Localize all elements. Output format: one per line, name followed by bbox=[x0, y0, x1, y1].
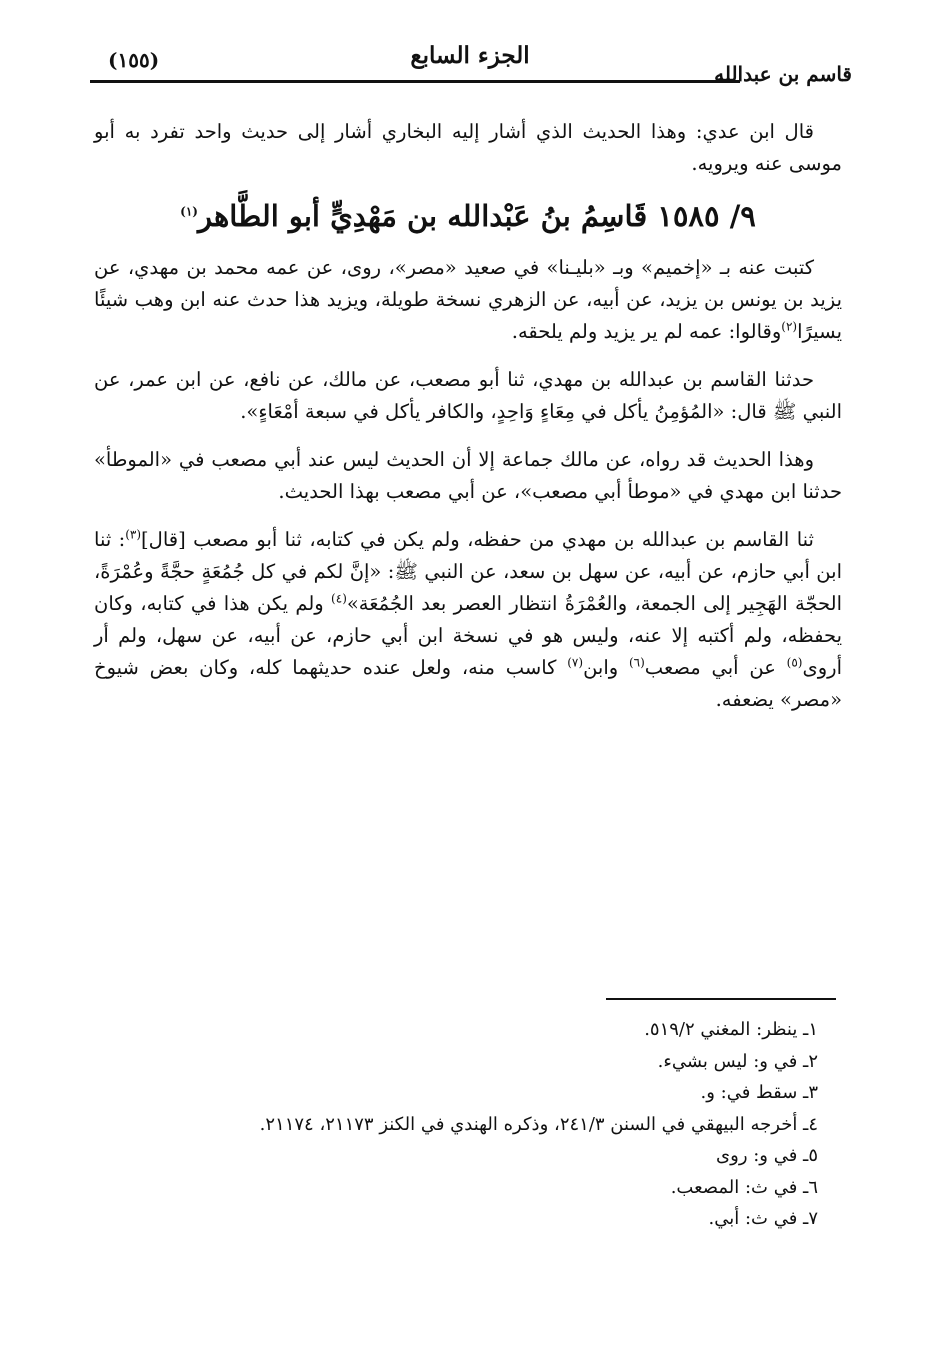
footnotes bbox=[94, 1014, 834, 1235]
footnote-ref-5: (٥) bbox=[786, 655, 803, 670]
footnote-separator bbox=[606, 998, 836, 1000]
running-title: قاسم بن عبدالله bbox=[714, 62, 852, 86]
paragraph-biography bbox=[94, 252, 842, 348]
footnote-ref-4: (٤) bbox=[331, 591, 347, 606]
footnote-7: ٧ـ في ث: أبي. bbox=[708, 1208, 818, 1229]
paragraph-jumua-part4: عن أبي مصعب bbox=[644, 656, 787, 679]
paragraph-jumua-part1: ثنا القاسم بن عبدالله بن مهدي من حفظه، ولم يكن في كتابه، ثنا أبو مصعب [قال] bbox=[141, 528, 814, 551]
paragraph-muwatta: وهذا الحديث قد رواه، عن مالك جماعة إلا أن الحديث ليس عند أبي مصعب في «الموطأ» حدثنا ابن مهدي في «موطأ أبي مصعب»، عن أبي مصعب بهذا الحديث. bbox=[94, 448, 842, 503]
page-number: (١٥٥) bbox=[108, 48, 160, 72]
footnote-ref-7: (٧) bbox=[567, 655, 584, 670]
paragraph-biography-part1: كتبت عنه بـ «إخميم» وبـ «بليـنا» في صعيد «مصر»، روى، عن عمه محمد بن مهدي، عن يزيد بن يونس بن يزيد، عن أبيه، عن الزهري نسخة طويلة، ويزيد هذا حدث عنه ابن وهب شيئًا يسيرًا bbox=[94, 256, 842, 343]
main-text bbox=[94, 116, 842, 732]
footnote-ref-3: (٣) bbox=[125, 527, 142, 542]
paragraph-ibn-adi: قال ابن عدي: وهذا الحديث الذي أشار إليه البخاري أشار إلى حديث واحد تفرد به أبو موسى عنه ويرويه. bbox=[94, 120, 842, 175]
paragraph-jumua-part3: ولم يكن هذا في كتابه، وكان يحفظه، ولم أكتبه إلا عنه، وليس هو في نسخة ابن أبي حازم، عن أبيه، عن سهل، ولم أر أروى bbox=[94, 592, 842, 679]
paragraph-jumua-part2: : ثنا ابن أبي حازم، عن أبيه، عن سهل بن سعد، عن النبي ﷺ: «إنَّ لكم في كل جُمُعَةٍ حجَّةً وعُمْرَةً، الحجّة الهَجِير إلى الجمعة، والعُمْرَةُ انتظار العصر بعد الجُمُعَة» bbox=[94, 528, 842, 615]
footnote-1: ١ـ ينظر: المغني ٥١٩/٢. bbox=[644, 1019, 818, 1040]
footnote-3: ٣ـ سقط في: و. bbox=[700, 1082, 818, 1103]
footnote-6: ٦ـ في ث: المصعب. bbox=[670, 1176, 818, 1198]
header-rule bbox=[90, 80, 740, 83]
footnote-4: ٤ـ أخرجه البيهقي في السنن ٢٤١/٣، وذكره الهندي في الكنز ٢١١٧٣، ٢١١٧٤. bbox=[259, 1113, 818, 1135]
part-title: الجزء السابع bbox=[410, 42, 530, 69]
footnote-ref-1: (١) bbox=[180, 204, 198, 219]
paragraph-jumua-part5: وابن bbox=[583, 656, 629, 679]
paragraph-biography-part2: وقالوا: عمه لم ير يزيد ولم يلحقه. bbox=[511, 320, 782, 343]
footnote-2: ٢ـ في و: ليس بشيء. bbox=[657, 1050, 818, 1072]
paragraph-jumua-part6: كاسب منه، ولعل عنده حديثهما كله، وكان بعض شيوخ «مصر» يضعفه. bbox=[94, 656, 842, 711]
footnote-ref-6: (٦) bbox=[628, 655, 645, 670]
footnote-5: ٥ـ في و: روى bbox=[716, 1145, 818, 1166]
entry-heading-text: ٩/ ١٥٨٥ قَاسِمُ بنُ عَبْدالله بن مَهْدِيٍّ أبو الطَّاهر bbox=[197, 199, 756, 233]
page-header bbox=[90, 40, 852, 90]
paragraph-hadith-jumua bbox=[94, 524, 842, 716]
entry-heading bbox=[94, 196, 842, 236]
footnote-ref-2: (٢) bbox=[781, 319, 798, 334]
paragraph-hadith-mu-min: حدثنا القاسم بن عبدالله بن مهدي، ثنا أبو مصعب، عن مالك، عن نافع، عن ابن عمر، عن النبي ﷺ قال: «المُؤمِنُ يأكل في مِعَاءٍ وَاحِدٍ، والكافر يأكل في سبعة أمْعَاءٍ». bbox=[94, 368, 842, 423]
